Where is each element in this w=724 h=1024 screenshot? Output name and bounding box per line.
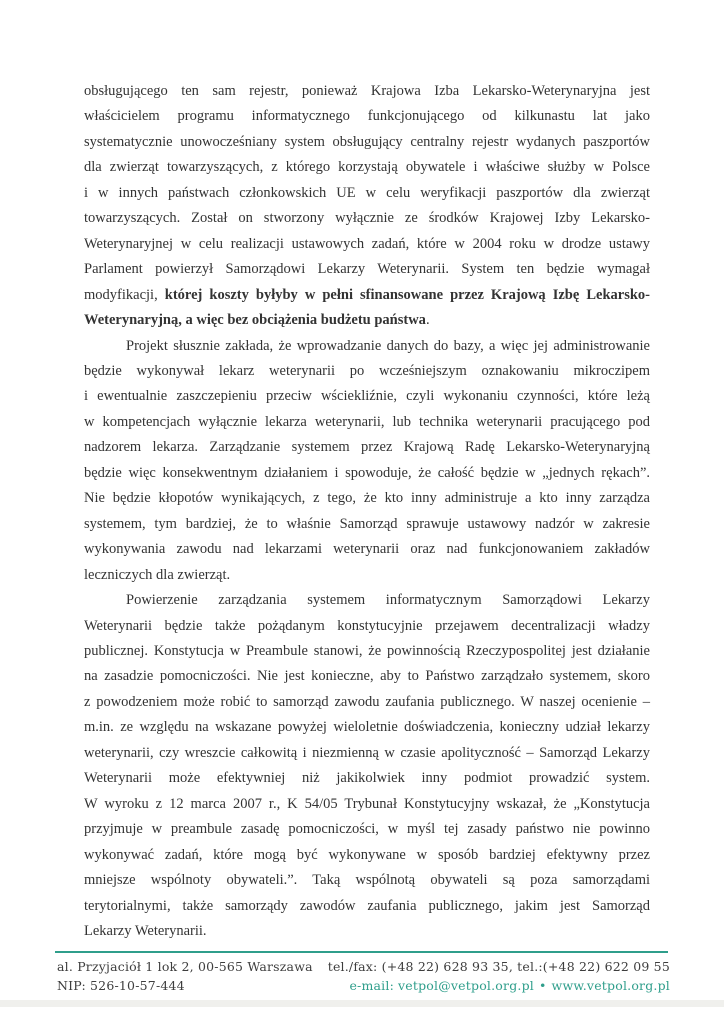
text-line <box>84 155 650 180</box>
text-segment: wykonywania zawodu nad lekarzami weterynarii oraz nad funkcjonowaniem zakładów <box>84 541 650 558</box>
text-segment: systematycznie unowocześniany system obsługujący centralny rejestr wydanych paszportów <box>84 133 650 150</box>
footer-email-line <box>328 977 670 996</box>
text-segment: Weterynarii może efektywniej niż jakikolwiek inny podmiot prowadzić system. <box>84 770 650 787</box>
document-body <box>84 79 650 944</box>
text-segment: Weterynaryjnej w celu realizacji ustawowych zadań, które w 2004 roku w drodze ustawy <box>84 235 650 252</box>
text-segment: przyjmuje w preambule zasadę pomocniczości, w myśl tej zasady państwo nie powinno <box>84 821 650 838</box>
text-line <box>84 79 650 104</box>
text-line <box>84 435 650 460</box>
footer-divider <box>55 951 668 953</box>
text-segment: publicznej. Konstytucja w Preambule stanowi, że powinnością Rzeczypospolitej jest działanie <box>84 642 650 659</box>
footer-website: www.vetpol.org.pl <box>551 977 670 993</box>
text-line <box>84 334 650 359</box>
text-line <box>84 384 650 409</box>
text-line <box>84 639 650 664</box>
text-line <box>84 486 650 511</box>
footer-address: al. Przyjaciół 1 lok 2, 00-565 Warszawa <box>57 959 313 974</box>
text-segment: terytorialnymi, także samorządy zawodów zaufania publicznego, jakim jest Samorząd <box>84 897 650 914</box>
footer-contact-block <box>328 958 670 995</box>
text-line <box>84 130 650 155</box>
text-line <box>84 664 650 689</box>
text-segment: będzie więc konsekwentnym działaniem i spowoduje, że całość będzie w „jednych rękach”. <box>84 464 650 481</box>
text-line <box>84 614 650 639</box>
text-line <box>84 206 650 231</box>
text-line <box>84 359 650 384</box>
text-segment: systemem, tym bardziej, że to właśnie Samorząd sprawuje ustawowy nadzór w zakresie <box>84 515 650 532</box>
text-line <box>84 843 650 868</box>
text-line <box>84 894 650 919</box>
text-segment: Powierzenie zarządzania systemem informatycznym Samorządowi Lekarzy <box>126 592 650 609</box>
text-segment: Nie będzie kłopotów wynikających, z tego, że kto inny administruje a kto inny zarządza <box>84 490 650 507</box>
text-line <box>84 410 650 435</box>
text-segment: obsługującego ten sam rejestr, ponieważ Krajowa Izba Lekarsko-Weterynaryjna jest <box>84 83 650 99</box>
text-line <box>84 741 650 766</box>
text-line <box>84 868 650 893</box>
text-line <box>84 919 650 944</box>
text-line <box>84 588 650 613</box>
footer-address-block <box>57 958 313 995</box>
text-segment: W wyroku z 12 marca 2007 r., K 54/05 Trybunał Konstytucyjny wskazał, że „Konstytucja <box>84 795 650 812</box>
text-line <box>84 766 650 791</box>
text-segment: Parlament powierzył Samorządowi Lekarzy Weterynarii. System ten będzie wymagał <box>84 261 650 278</box>
text-line <box>84 512 650 537</box>
text-segment: modyfikacji, <box>84 286 165 303</box>
bold-text-segment: Weterynaryjną, a więc bez obciążenia budżetu państwa <box>84 312 426 329</box>
footer-email: vetpol@vetpol.org.pl <box>398 977 534 993</box>
text-line <box>84 308 650 333</box>
bullet-separator-icon: • <box>538 977 547 993</box>
text-segment: i w innych państwach członkowskich UE w celu weryfikacji paszportów dla zwierząt <box>84 184 650 201</box>
text-line <box>84 817 650 842</box>
text-line <box>84 232 650 257</box>
text-segment: leczniczych dla zwierząt. <box>84 566 231 583</box>
footer-email-label: e-mail: <box>349 977 394 993</box>
text-segment: nadzorem lekarza. Zarządzanie systemem przez Krajową Radę Lekarsko-Weterynaryjną <box>84 439 650 456</box>
text-segment: będzie wykonywał lekarz weterynarii po wcześniejszym oznakowaniu mikroczipem <box>84 362 650 379</box>
text-segment: Projekt słusznie zakłada, że wprowadzanie danych do bazy, a więc jej administrowanie <box>126 337 650 354</box>
text-line <box>84 257 650 282</box>
text-segment: dla zwierząt towarzyszących, z którego korzystają obywatele i właściwe służby w Polsce <box>84 159 650 176</box>
text-segment: mniejsze wspólnoty obywateli.”. Taką wspólnotą obywateli są poza samorządami <box>84 872 650 889</box>
text-segment: Weterynarii będzie także pożądanym konstytucyjnie przejawem decentralizacji władzy <box>84 617 650 634</box>
footer-phone: tel./fax: (+48 22) 628 93 35, tel.:(+48 22) 622 09 55 <box>327 959 670 974</box>
text-line <box>84 792 650 817</box>
text-line <box>84 461 650 486</box>
bold-text-segment: której koszty byłyby w pełni sfinansowane przez Krajową Izbę Lekarsko- <box>164 286 650 303</box>
text-segment: wykonywać zadań, które mogą być wykonywane w sposób bardziej efektywny przez <box>84 846 650 863</box>
text-segment: i ewentualnie zaszczepieniu przeciw wściekliźnie, czyli wykonaniu czynności, które leżą <box>84 388 650 405</box>
text-segment: z powodzeniem może robić to samorząd zawodu zaufania publicznego. W naszej ocenienie – <box>84 693 650 710</box>
footer-nip: NIP: 526-10-57-444 <box>57 977 185 993</box>
text-line <box>84 181 650 206</box>
text-line <box>84 104 650 129</box>
text-line <box>84 537 650 562</box>
text-segment: na zasadzie pomocniczości. Nie jest konieczne, aby to Państwo zarządzało systemem, skoro <box>84 668 650 685</box>
scan-artifact <box>0 1000 724 1007</box>
footer <box>0 947 724 1007</box>
text-segment: towarzyszących. Został on stworzony wyłącznie ze środków Krajowej Izby Lekarsko- <box>84 210 650 227</box>
text-segment: . <box>425 312 430 329</box>
text-line <box>84 283 650 308</box>
text-segment: właścicielem programu informatycznego funkcjonującego od kilkunastu lat jako <box>84 108 650 125</box>
text-line <box>84 563 650 588</box>
text-line <box>84 690 650 715</box>
text-segment: weterynarii, czy wreszcie całkowitą i niezmienną w czasie apolityczność – Samorząd Lekarzy <box>84 744 650 761</box>
text-segment: w kompetencjach wyłącznie lekarza weterynarii, lub technika weterynarii pracującego pod <box>84 413 650 430</box>
text-line <box>84 715 650 740</box>
text-segment: Lekarzy Weterynarii. <box>84 922 207 939</box>
text-segment: m.in. ze względu na wskazane powyżej wieloletnie doświadczenia, konieczny udział lekarzy <box>84 719 650 736</box>
